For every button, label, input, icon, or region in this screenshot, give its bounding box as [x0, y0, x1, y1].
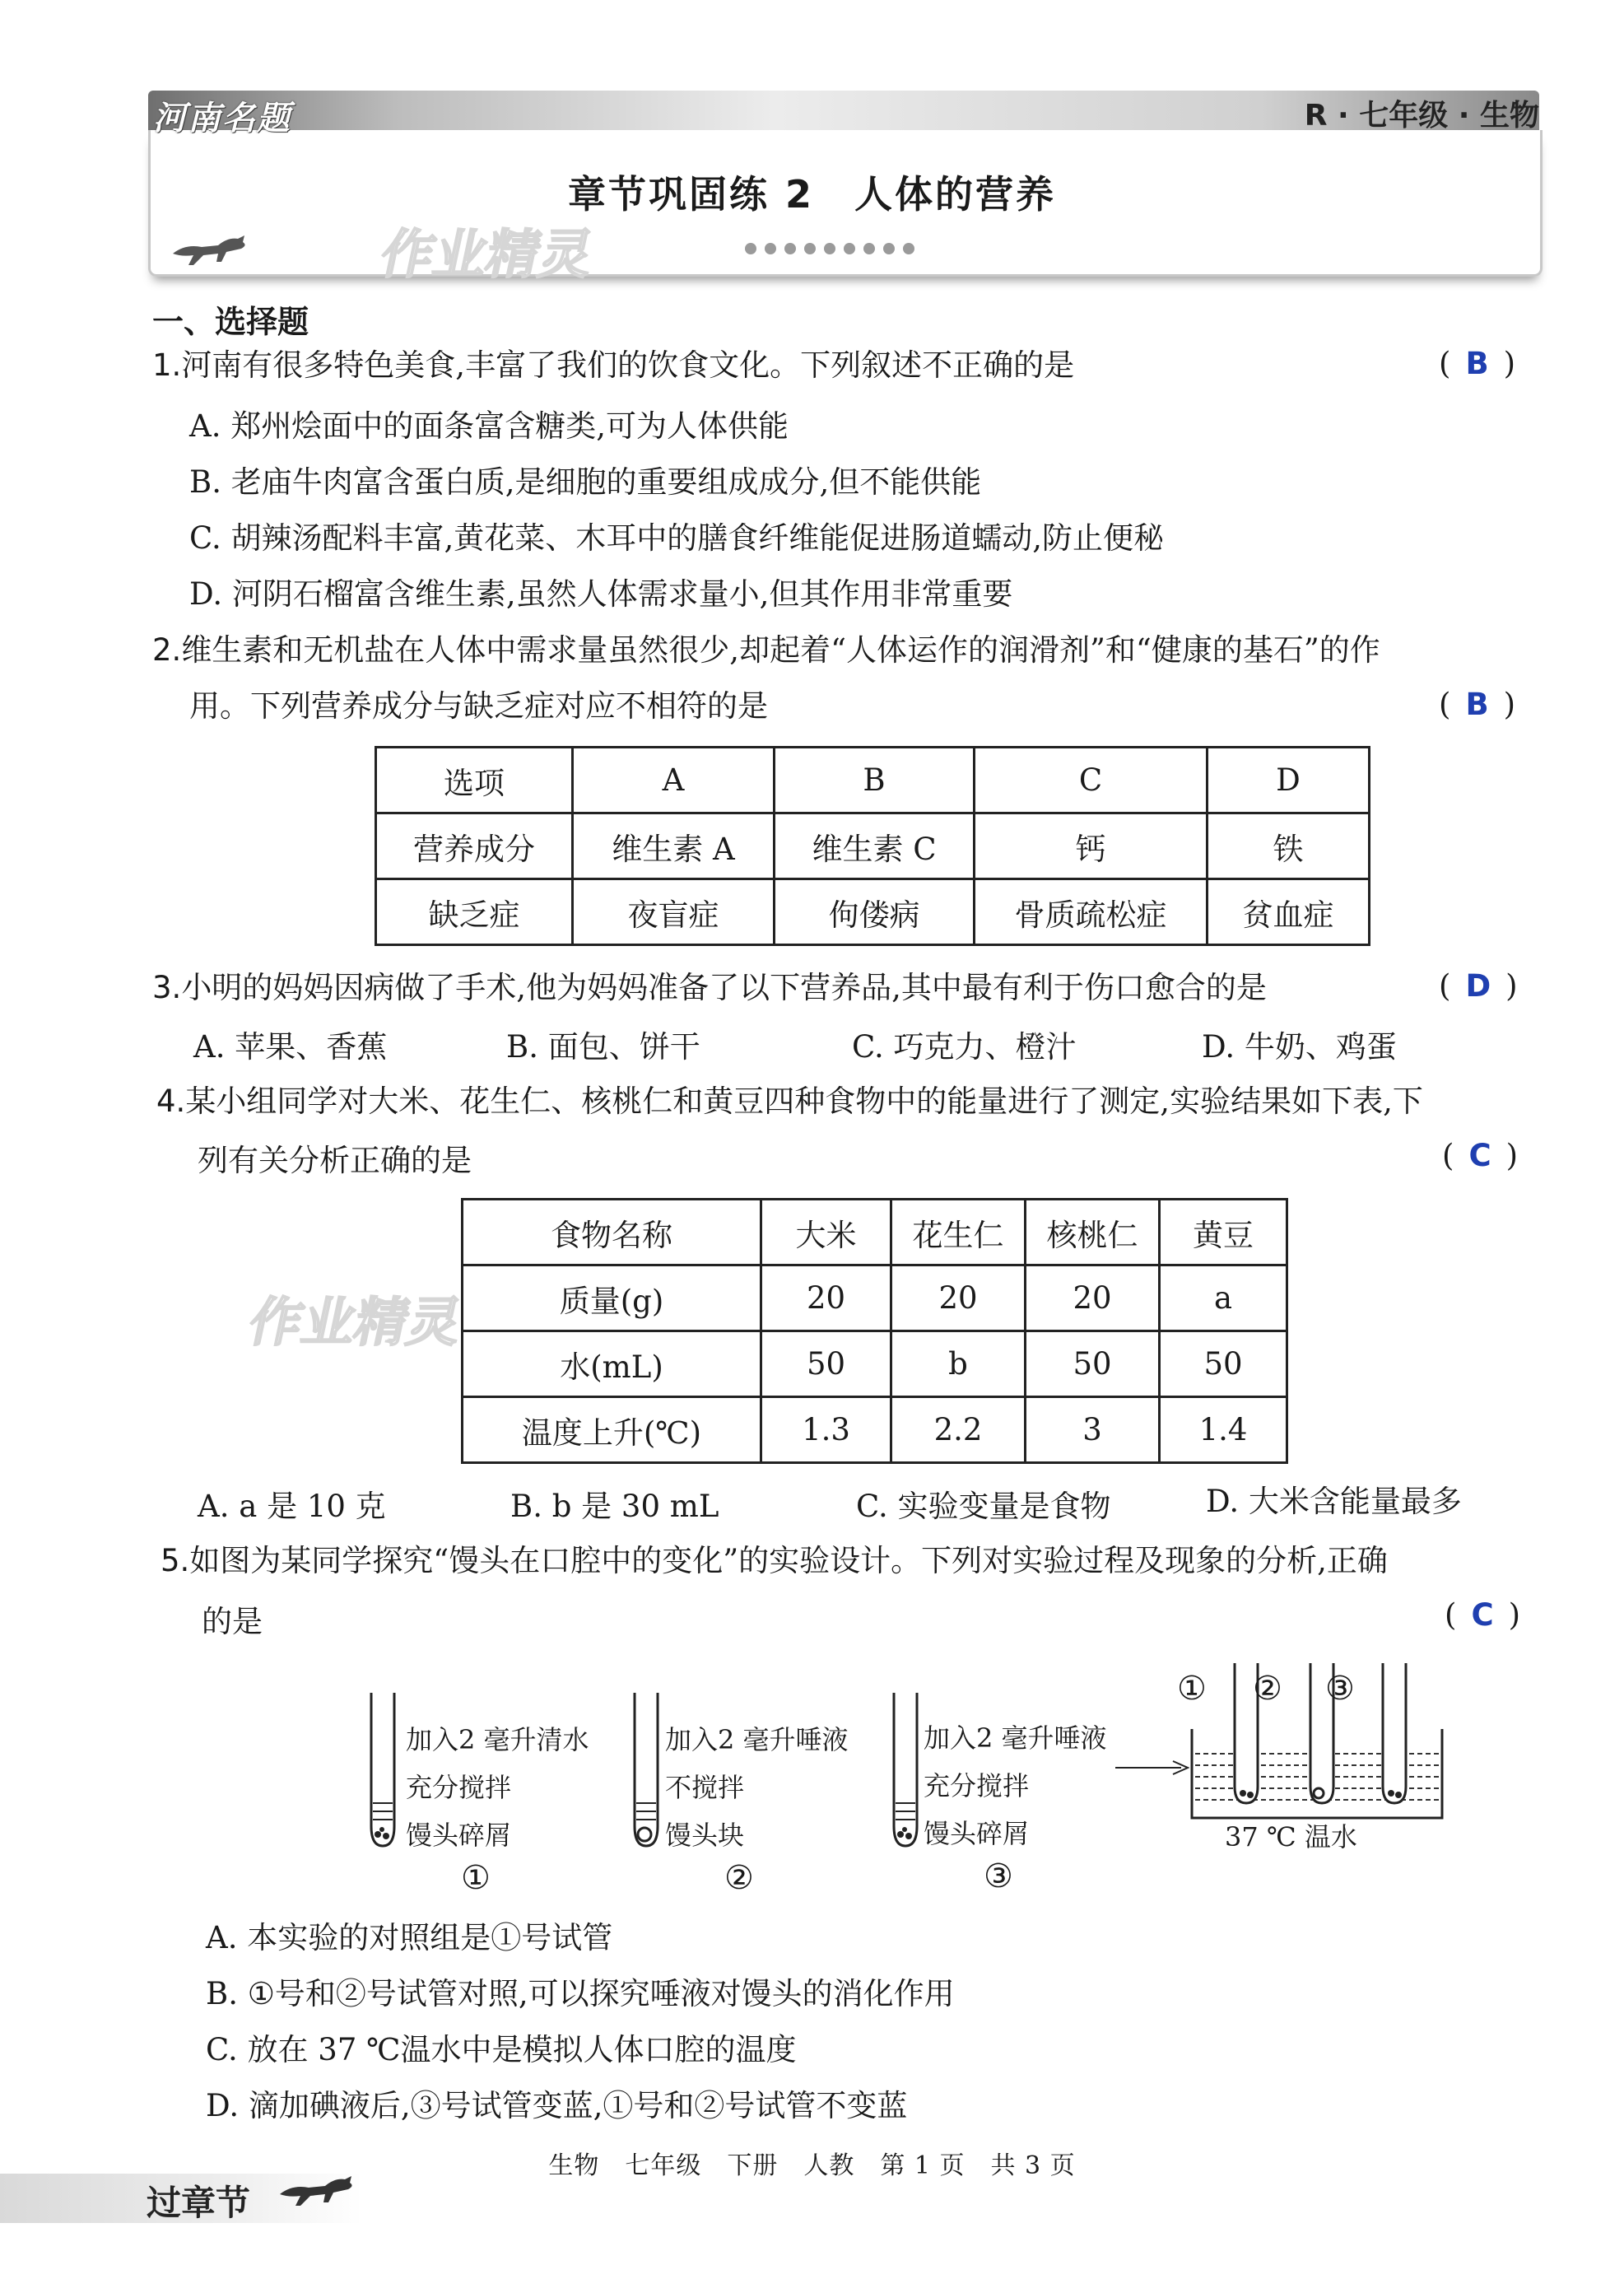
option: C. 放在 37 ℃温水中是模拟人体口腔的温度 [206, 2032, 797, 2067]
table-cell: 水(mL) [463, 1331, 761, 1397]
table-cell: 骨质疏松症 [975, 879, 1208, 945]
question-3-answer: ( D ) [1439, 968, 1518, 1004]
bath-label: 37 ℃ 温水 [1225, 1821, 1357, 1853]
tube-2-label: 加入2 毫升唾液 [665, 1724, 849, 1755]
table-cell: 温度上升(℃) [463, 1397, 761, 1463]
question-5-stem: 5.如图为某同学探究“馒头在口腔中的变化”的实验设计。下列对实验过程及现象的分析,正确 [161, 1543, 1388, 1578]
question-1-stem: 1.河南有很多特色美食,丰富了我们的饮食文化。下列叙述不正确的是 [152, 347, 1075, 383]
question-2-stem-cont: 用。下列营养成分与缺乏症对应不相符的是 [189, 688, 768, 724]
table-cell: B [775, 748, 975, 813]
option: C. 实验变量是食物 [856, 1489, 1111, 1524]
test-tube-3 [889, 1688, 922, 1853]
question-4-stem-cont: 列有关分析正确的是 [198, 1143, 472, 1178]
water-bath [1185, 1663, 1449, 1828]
table-cell: 核桃仁 [1026, 1200, 1160, 1265]
table-cell: 3 [1026, 1397, 1160, 1463]
table-cell: 佝偻病 [775, 879, 975, 945]
grade-tag: R · 七年级 · 生物 [1304, 99, 1539, 133]
table-cell: C [975, 748, 1208, 813]
option: B. ①号和②号试管对照,可以探究唾液对馒头的消化作用 [206, 1976, 955, 2011]
table-cell: 50 [761, 1331, 891, 1397]
question-2-stem: 2.维生素和无机盐在人体中需求量虽然很少,却起着“人体运作的润滑剂”和“健康的基石”的作 [152, 632, 1380, 668]
tube-2-mark: ② [724, 1859, 754, 1897]
table-cell: 2.2 [891, 1397, 1026, 1463]
option: C. 胡辣汤配料丰富,黄花菜、木耳中的膳食纤维能促进肠道蠕动,防止便秘 [189, 520, 1165, 556]
table-cell: 质量(g) [463, 1265, 761, 1331]
footer-label: 过章节 [147, 2183, 251, 2223]
test-tube-2 [630, 1688, 663, 1853]
watermark: 作业精灵 [375, 225, 599, 286]
tube-1-label: 充分搅拌 [406, 1772, 512, 1803]
table-cell: 缺乏症 [376, 879, 573, 945]
table-cell: 选项 [376, 748, 573, 813]
question-4-stem: 4.某小组同学对大米、花生仁、核桃仁和黄豆四种食物中的能量进行了测定,实验结果如下表,下 [156, 1084, 1423, 1119]
nutrient-table [375, 746, 1370, 946]
table-cell: 维生素 A [573, 813, 775, 879]
question-5-answer: ( C ) [1445, 1597, 1521, 1633]
option: A. a 是 10 克 [198, 1489, 386, 1524]
table-cell: 20 [891, 1265, 1026, 1331]
table-cell: 50 [1026, 1331, 1160, 1397]
table-cell: 花生仁 [891, 1200, 1026, 1265]
option: D. 河阴石榴富含维生素,虽然人体需求量小,但其作用非常重要 [189, 576, 1013, 612]
question-3-stem: 3.小明的妈妈因病做了手术,他为妈妈准备了以下营养品,其中最有利于伤口愈合的是 [152, 970, 1267, 1005]
table-cell: 20 [761, 1265, 891, 1331]
option: A. 本实验的对照组是①号试管 [206, 1920, 613, 1955]
question-4-answer: ( C ) [1442, 1138, 1519, 1173]
tube-1-label: 加入2 毫升清水 [406, 1724, 589, 1755]
question-1-answer: ( B ) [1439, 346, 1516, 381]
tube-3-label: 馒头碎屑 [924, 1818, 1030, 1849]
table-cell: 营养成分 [376, 813, 573, 879]
page-footer-info: 生物 七年级 下册 人教 第 1 页 共 3 页 [548, 2151, 1076, 2180]
option: D. 大米含能量最多 [1206, 1484, 1462, 1519]
bath-tube-3-mark: ③ [1325, 1670, 1355, 1708]
option: C. 巧克力、橙汁 [852, 1029, 1077, 1065]
table-cell: 食物名称 [463, 1200, 761, 1265]
option: B. b 是 30 mL [510, 1489, 719, 1524]
table-cell: 贫血症 [1208, 879, 1370, 945]
option: D. 牛奶、鸡蛋 [1202, 1029, 1397, 1065]
horse-icon [169, 229, 259, 270]
option: B. 面包、饼干 [506, 1029, 700, 1065]
tube-2-label: 不搅拌 [665, 1772, 745, 1803]
table-cell: 钙 [975, 813, 1208, 879]
energy-table [461, 1198, 1288, 1464]
table-cell: A [573, 748, 775, 813]
option: A. 郑州烩面中的面条富含糖类,可为人体供能 [189, 408, 789, 444]
option: D. 滴加碘液后,③号试管变蓝,①号和②号试管不变蓝 [206, 2088, 908, 2123]
tube-3-label: 充分搅拌 [924, 1770, 1030, 1801]
table-cell: a [1160, 1265, 1287, 1331]
option: A. 苹果、香蕉 [193, 1029, 388, 1065]
arrow-right-icon [1115, 1758, 1189, 1778]
option: B. 老庙牛肉富含蛋白质,是细胞的重要组成成分,但不能供能 [189, 464, 982, 500]
table-cell: 大米 [761, 1200, 891, 1265]
table-cell: D [1208, 748, 1370, 813]
tube-2-label: 馒头块 [665, 1820, 745, 1851]
question-5-stem-cont: 的是 [202, 1604, 263, 1639]
table-cell: 1.3 [761, 1397, 891, 1463]
page-title: 章节巩固练 2 人体的营养 [567, 172, 1057, 217]
table-cell: b [891, 1331, 1026, 1397]
question-2-answer: ( B ) [1439, 687, 1516, 722]
decorative-dots [745, 242, 923, 258]
table-cell: 铁 [1208, 813, 1370, 879]
tube-1-mark: ① [461, 1859, 491, 1897]
section-title: 一、选择题 [152, 304, 309, 340]
test-tube-1 [366, 1688, 399, 1853]
tube-1-label: 馒头碎屑 [406, 1820, 512, 1851]
watermark: 作业精灵 [243, 1293, 468, 1354]
bath-tube-1-mark: ① [1177, 1670, 1207, 1708]
table-cell: 夜盲症 [573, 879, 775, 945]
brand-logo: 河南名题 [153, 100, 291, 137]
tube-3-mark: ③ [984, 1857, 1013, 1895]
tube-3-label: 加入2 毫升唾液 [924, 1722, 1107, 1754]
table-cell: 维生素 C [775, 813, 975, 879]
table-cell: 50 [1160, 1331, 1287, 1397]
table-cell: 黄豆 [1160, 1200, 1287, 1265]
horse-icon [276, 2165, 366, 2215]
table-cell: 20 [1026, 1265, 1160, 1331]
bath-tube-2-mark: ② [1253, 1670, 1282, 1708]
table-cell: 1.4 [1160, 1397, 1287, 1463]
